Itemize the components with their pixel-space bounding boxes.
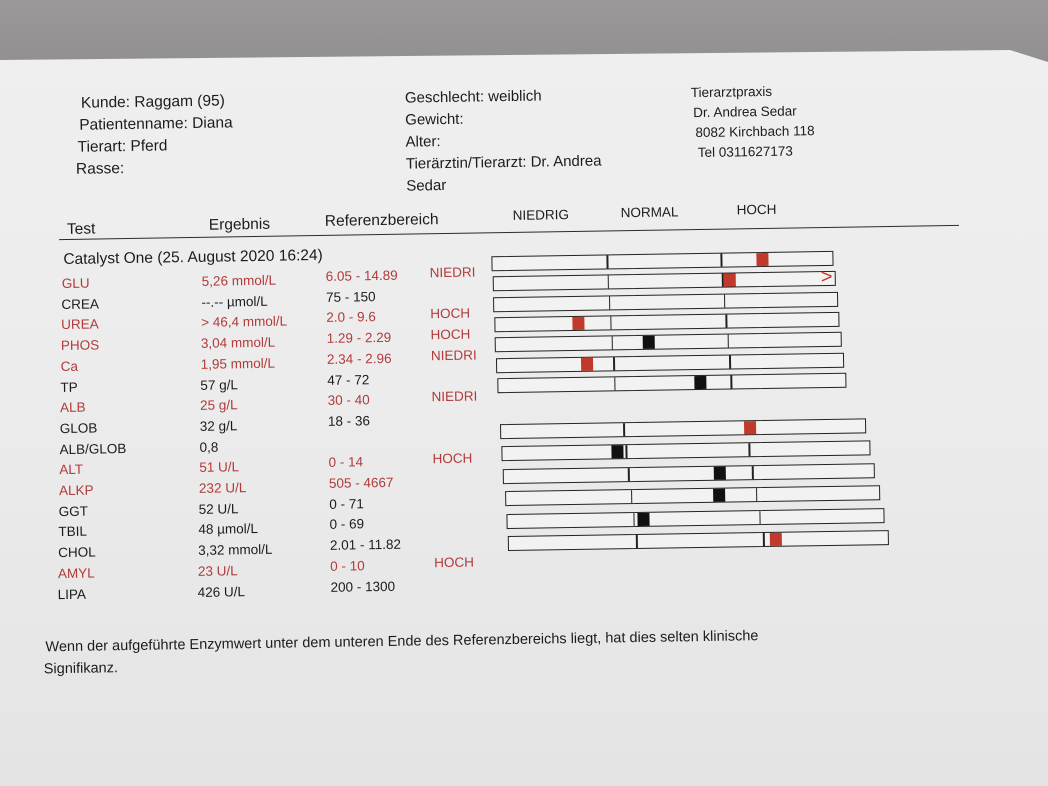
result-marker <box>769 533 781 546</box>
result-test-name: TP <box>60 379 78 395</box>
result-value: 5,26 mmol/L <box>201 272 277 289</box>
result-test-name: TBIL <box>58 524 88 540</box>
result-flag: NIEDRI <box>431 388 478 405</box>
result-test-name: ALKP <box>58 482 94 499</box>
result-marker <box>611 446 623 459</box>
range-bar-divider <box>763 533 765 546</box>
result-marker <box>643 336 655 349</box>
result-value: 426 U/L <box>197 583 246 600</box>
result-reference-range: 47 - 72 <box>327 371 370 388</box>
result-test-name: GGT <box>58 503 89 519</box>
result-value: 232 U/L <box>198 480 247 496</box>
range-bar-divider <box>727 335 729 348</box>
result-reference-range: 75 - 150 <box>325 288 376 305</box>
result-marker <box>581 357 593 370</box>
species-label: Tierart: Pferd <box>77 137 168 156</box>
range-bar-divider <box>608 276 610 289</box>
result-reference-range: 1.29 - 2.29 <box>326 329 392 346</box>
result-value: 48 µmol/L <box>198 521 259 538</box>
overflow-icon: > <box>820 266 833 289</box>
range-bar-divider <box>756 488 758 501</box>
result-marker <box>714 466 726 479</box>
result-marker <box>724 274 736 287</box>
result-range-bar <box>495 332 842 352</box>
range-bar-divider <box>636 535 638 548</box>
result-reference-range: 6.05 - 14.89 <box>325 267 398 284</box>
result-reference-range: 2.0 - 9.6 <box>326 309 376 326</box>
range-bar-divider <box>626 446 628 459</box>
result-range-bar <box>491 251 833 271</box>
range-bar-divider <box>729 355 731 368</box>
result-range-bar <box>505 485 880 506</box>
result-marker <box>572 317 584 330</box>
result-test-name: Ca <box>60 358 79 374</box>
range-bar-divider <box>613 357 615 370</box>
range-bar-divider <box>726 314 728 327</box>
result-marker <box>757 253 769 266</box>
result-value: 51 U/L <box>199 459 240 476</box>
range-bar-divider <box>614 377 616 390</box>
practice-name: Tierarztpraxis <box>690 83 773 101</box>
vet-label: Tierärztin/Tierarzt: Dr. Andrea <box>405 152 602 173</box>
col-low: NIEDRIG <box>512 207 570 223</box>
practice-phone: Tel 0311627173 <box>697 143 793 161</box>
result-reference-range: 0 - 10 <box>330 558 365 574</box>
range-bar-divider <box>623 423 625 436</box>
result-range-bar <box>496 352 844 372</box>
result-flag: NIEDRI <box>430 347 477 364</box>
result-range-bar <box>494 312 840 332</box>
weight-label: Gewicht: <box>405 110 464 129</box>
result-test-name: ALB/GLOB <box>59 440 127 457</box>
footnote-line2: Signifikanz. <box>43 660 119 678</box>
result-value: 57 g/L <box>200 376 239 393</box>
footnote-line1: Wenn der aufgeführte Enzymwert unter dem unteren Ende des Referenzbereichs liegt, hat dies selten klinische <box>45 628 759 656</box>
result-test-name: CHOL <box>58 544 96 561</box>
col-normal: NORMAL <box>620 204 679 221</box>
vet-label-cont: Sedar <box>406 176 447 195</box>
result-test-name: AMYL <box>57 565 95 581</box>
result-test-name: CREA <box>61 296 100 312</box>
range-bar-divider <box>749 444 751 457</box>
col-reference: Referenzbereich <box>324 211 439 230</box>
range-bar-divider <box>724 294 726 307</box>
result-flag: HOCH <box>434 554 475 571</box>
result-marker <box>744 421 756 434</box>
section-title: Catalyst One (25. August 2020 16:24) <box>63 246 323 268</box>
result-value: 3,04 mmol/L <box>200 334 276 351</box>
result-test-name: PHOS <box>60 337 100 354</box>
result-reference-range: 0 - 71 <box>329 495 364 512</box>
breed-label: Rasse: <box>75 160 125 178</box>
result-marker <box>713 489 725 502</box>
result-test-name: ALT <box>59 462 84 478</box>
result-reference-range: 2.34 - 2.96 <box>326 350 392 367</box>
result-flag: NIEDRI <box>429 264 476 281</box>
practice-address: 8082 Kirchbach 118 <box>695 123 815 141</box>
result-test-name: GLU <box>61 275 90 292</box>
result-range-bar <box>506 508 884 529</box>
result-range-bar <box>497 373 846 393</box>
result-value: > 46,4 mmol/L <box>201 313 288 331</box>
col-test: Test <box>66 220 96 238</box>
header-rule <box>59 225 959 240</box>
result-test-name: UREA <box>61 316 99 333</box>
result-test-name: ALB <box>59 399 86 416</box>
col-high: HOCH <box>736 201 777 218</box>
result-flag: HOCH <box>432 450 473 467</box>
range-bar-divider <box>759 511 761 524</box>
result-range-bar <box>503 463 875 484</box>
result-flag: HOCH <box>430 326 471 343</box>
result-value: 3,32 mmol/L <box>198 541 273 559</box>
result-test-name: GLOB <box>59 420 98 436</box>
col-result: Ergebnis <box>208 215 271 234</box>
range-bar-divider <box>752 466 754 479</box>
result-reference-range: 18 - 36 <box>327 413 371 429</box>
result-reference-range: 200 - 1300 <box>330 578 396 595</box>
result-range-bar <box>508 530 889 551</box>
range-bar-divider <box>606 255 608 268</box>
result-reference-range: 0 - 69 <box>329 516 365 533</box>
range-bar-divider <box>609 296 611 309</box>
result-range-bar <box>502 441 871 462</box>
range-bar-divider <box>612 337 614 350</box>
range-bar-divider <box>720 254 722 267</box>
sex-label: Geschlecht: weiblich <box>404 87 542 107</box>
age-label: Alter: <box>405 133 441 151</box>
result-range-bar <box>493 291 838 311</box>
range-bar-divider <box>633 513 635 526</box>
patient-name-label: Patientenname: Diana <box>79 114 233 134</box>
range-bar-divider <box>628 468 630 481</box>
range-bar-divider <box>631 490 633 503</box>
result-range-bar <box>500 418 866 439</box>
result-value: 25 g/L <box>199 397 238 414</box>
result-range-bar <box>492 266 835 291</box>
result-reference-range: 30 - 40 <box>327 392 370 409</box>
range-bar-divider <box>731 375 733 388</box>
result-reference-range: 2.01 - 11.82 <box>329 536 402 553</box>
result-value: 23 U/L <box>197 563 238 579</box>
result-reference-range: 0 - 14 <box>328 454 364 471</box>
practice-doctor: Dr. Andrea Sedar <box>693 103 797 121</box>
result-marker <box>694 376 706 389</box>
result-reference-range: 505 - 4667 <box>328 474 394 491</box>
result-value: 1,95 mmol/L <box>200 355 276 372</box>
result-marker <box>637 512 649 525</box>
result-value: 32 g/L <box>199 418 238 434</box>
customer-label: Kunde: Raggam (95) <box>80 92 225 112</box>
result-value: 0,8 <box>199 439 219 455</box>
result-flag: HOCH <box>430 306 471 322</box>
range-bar-divider <box>610 316 612 329</box>
result-test-name: LIPA <box>57 586 87 602</box>
result-value: --.-- µmol/L <box>201 293 268 310</box>
result-value: 52 U/L <box>198 500 239 517</box>
